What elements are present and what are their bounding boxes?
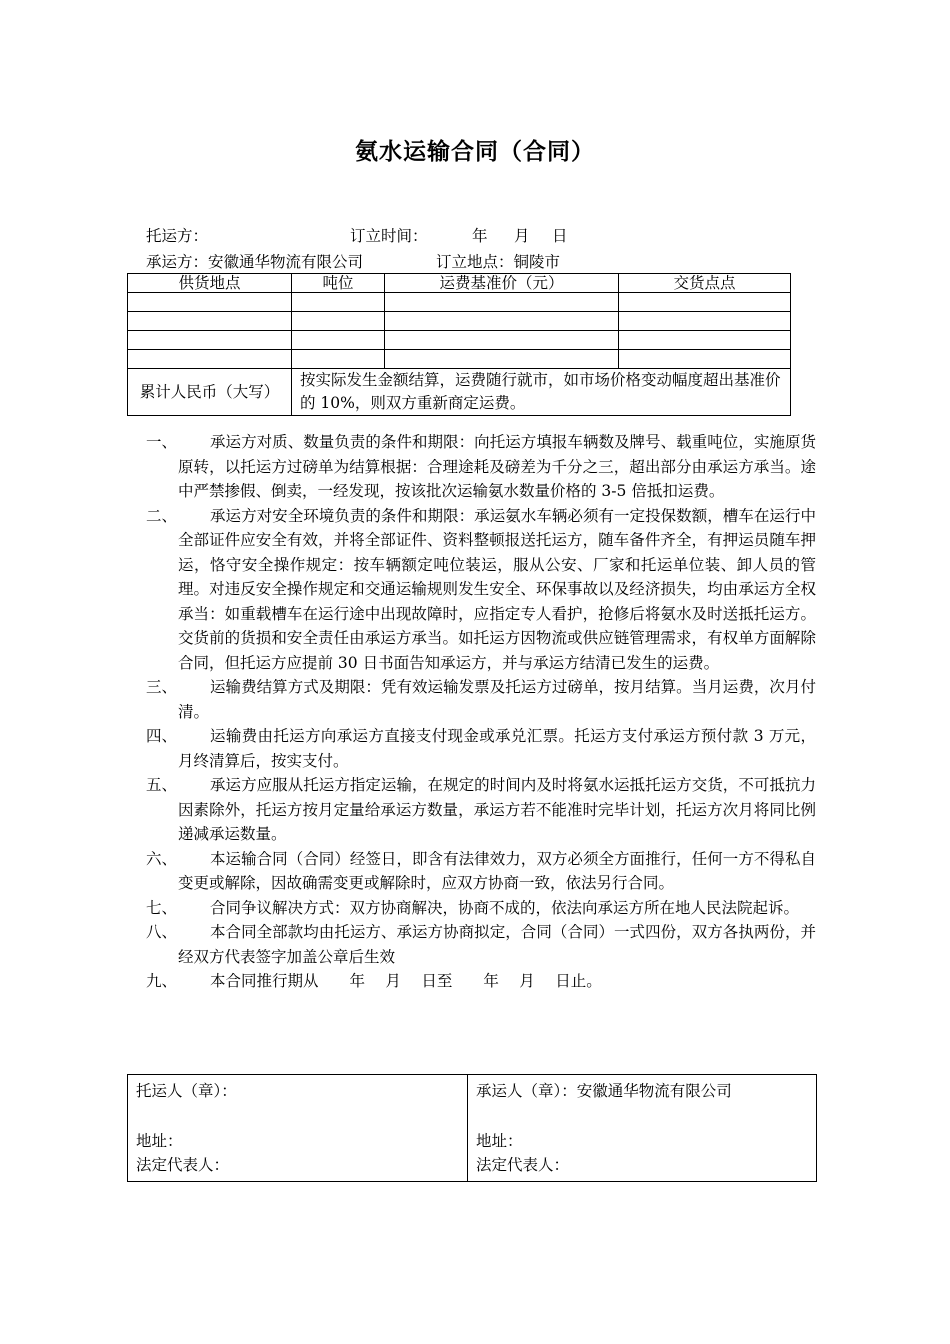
list-item bbox=[146, 896, 816, 921]
goods-table bbox=[127, 273, 791, 416]
list-item bbox=[146, 675, 816, 724]
clause-number: 七、 bbox=[146, 898, 178, 917]
clause-number: 三、 bbox=[146, 678, 178, 696]
total-row bbox=[128, 369, 791, 416]
table-row bbox=[128, 350, 791, 369]
col-supply-place: 供货地点 bbox=[128, 274, 292, 293]
clauses-list bbox=[146, 430, 816, 994]
cell[interactable] bbox=[619, 331, 791, 350]
carrier-label: 承运方：安徽通华物流有限公司 bbox=[146, 253, 364, 271]
clause-text: 本运输合同（合同）经签日，即含有法律效力，双方必须全方面推行，任何一方不得私自变更或解除，因故确需变更或解除时，应双方协商一致，依法另行合同。 bbox=[178, 849, 816, 892]
clause-number: 九、 bbox=[146, 972, 178, 990]
clause-number: 一、 bbox=[146, 433, 178, 451]
clause-text: 合同争议解决方式：双方协商解决，协商不成的，依法向承运方所在地人民法院起诉。 bbox=[210, 898, 800, 917]
cell[interactable] bbox=[292, 293, 385, 312]
clause-number: 五、 bbox=[146, 776, 178, 794]
cell[interactable] bbox=[385, 350, 619, 369]
signature-row bbox=[128, 1075, 817, 1182]
cell[interactable] bbox=[292, 350, 385, 369]
total-note: 按实际发生金额结算，运费随行就市，如市场价格变动幅度超出基准价的 10%，则双方重新商定运费。 bbox=[292, 369, 791, 416]
cell[interactable] bbox=[128, 312, 292, 331]
cell[interactable] bbox=[619, 350, 791, 369]
shipper-label: 托运方： bbox=[146, 227, 209, 245]
cell[interactable] bbox=[385, 331, 619, 350]
signature-table bbox=[127, 1074, 817, 1182]
cell[interactable] bbox=[128, 293, 292, 312]
cell[interactable] bbox=[292, 312, 385, 331]
date-day: 日 bbox=[552, 227, 568, 245]
list-item bbox=[146, 773, 816, 847]
list-item bbox=[146, 430, 816, 504]
document-title: 氨水运输合同（合同） bbox=[355, 138, 595, 165]
cell[interactable] bbox=[619, 293, 791, 312]
clause-text: 本合同全部款均由托运方、承运方协商拟定，合同（合同）一式四份，双方各执两份，并经双方代表签字加盖公章后生效 bbox=[178, 923, 816, 966]
goods-header-row bbox=[128, 274, 791, 293]
clause-text: 承运方对质、数量负责的条件和期限：向托运方填报车辆数及牌号、载重吨位，实施原货原转，以托运方过磅单为结算根据：合理途耗及磅差为千分之三，超出部分由承运方承当。途中严禁掺假、倒卖，一经发现，按该批次运输氨水数量价格的 3-5 倍抵扣运费。 bbox=[178, 433, 816, 500]
col-tonnage: 吨位 bbox=[292, 274, 385, 293]
table-row bbox=[128, 312, 791, 331]
cell[interactable] bbox=[619, 312, 791, 331]
date-year: 年 bbox=[472, 227, 488, 245]
list-item bbox=[146, 504, 816, 676]
clause-text: 本合同推行期从 年 月 日至 年 月 日止。 bbox=[210, 972, 602, 990]
date-month: 月 bbox=[514, 227, 530, 245]
list-item bbox=[146, 920, 816, 969]
shipper-signature-cell[interactable] bbox=[128, 1075, 468, 1182]
table-row bbox=[128, 293, 791, 312]
total-label: 累计人民币（大写） bbox=[128, 369, 292, 416]
clause-number: 八、 bbox=[146, 923, 178, 941]
carrier-party-label: 承运人（章）：安徽通华物流有限公司 bbox=[476, 1082, 732, 1100]
clause-text: 运输费结算方式及期限：凭有效运输发票及托运方过磅单，按月结算。当月运费，次月付清。 bbox=[178, 678, 816, 721]
carrier-rep-label: 法定代表人： bbox=[476, 1156, 570, 1174]
cell[interactable] bbox=[128, 331, 292, 350]
list-item bbox=[146, 847, 816, 896]
shipper-party-label: 托运人（章）： bbox=[136, 1082, 237, 1100]
date-label: 订立时间： bbox=[350, 227, 428, 245]
clause-text: 运输费由托运方向承运方直接支付现金或承兑汇票。托运方支付承运方预付款 3 万元，月终清算后，按实支付。 bbox=[178, 727, 816, 770]
col-base-price: 运费基准价（元） bbox=[385, 274, 619, 293]
clause-number: 四、 bbox=[146, 727, 178, 745]
cell[interactable] bbox=[385, 312, 619, 331]
clause-text: 承运方对安全环境负责的条件和期限：承运氨水车辆必须有一定投保数额，槽车在运行中全部证件应安全有效，并将全部证件、资料整顿报送托运方，随车备件齐全，有押运员随车押运，恪守安全操作规定：按车辆额定吨位装运，服从公安、厂家和托运单位装、卸人员的管理。对违反安全操作规定和交通运输规则发生安全、环保事故以及经济损失，均由承运方全权承当：如重载槽车在运行途中出现故障时，应指定专人看护，抢修后将氨水及时送抵托运方。交货前的货损和安全责任由承运方承当。如托运方因物流或供应链管理需求，有权单方面解除合同，但托运方应提前 30 日书面告知承运方，并与承运方结清已发生的运费。 bbox=[178, 506, 816, 672]
cell[interactable] bbox=[128, 350, 292, 369]
table-row bbox=[128, 331, 791, 350]
place-label: 订立地点：铜陵市 bbox=[436, 253, 561, 271]
carrier-signature-cell[interactable] bbox=[468, 1075, 817, 1182]
clause-number: 二、 bbox=[146, 506, 178, 525]
cell[interactable] bbox=[385, 293, 619, 312]
list-item bbox=[146, 724, 816, 773]
clause-text: 承运方应服从托运方指定运输，在规定的时间内及时将氨水运抵托运方交货，不可抵抗力因素除外，托运方按月定量给承运方数量，承运方若不能准时完毕计划，托运方次月将同比例递减承运数量。 bbox=[178, 776, 816, 843]
col-delivery-point: 交货点点 bbox=[619, 274, 791, 293]
shipper-rep-label: 法定代表人： bbox=[136, 1156, 230, 1174]
carrier-address-label: 地址： bbox=[476, 1132, 523, 1150]
shipper-address-label: 地址： bbox=[136, 1132, 183, 1150]
clause-number: 六、 bbox=[146, 849, 178, 868]
cell[interactable] bbox=[292, 331, 385, 350]
list-item bbox=[146, 969, 816, 994]
